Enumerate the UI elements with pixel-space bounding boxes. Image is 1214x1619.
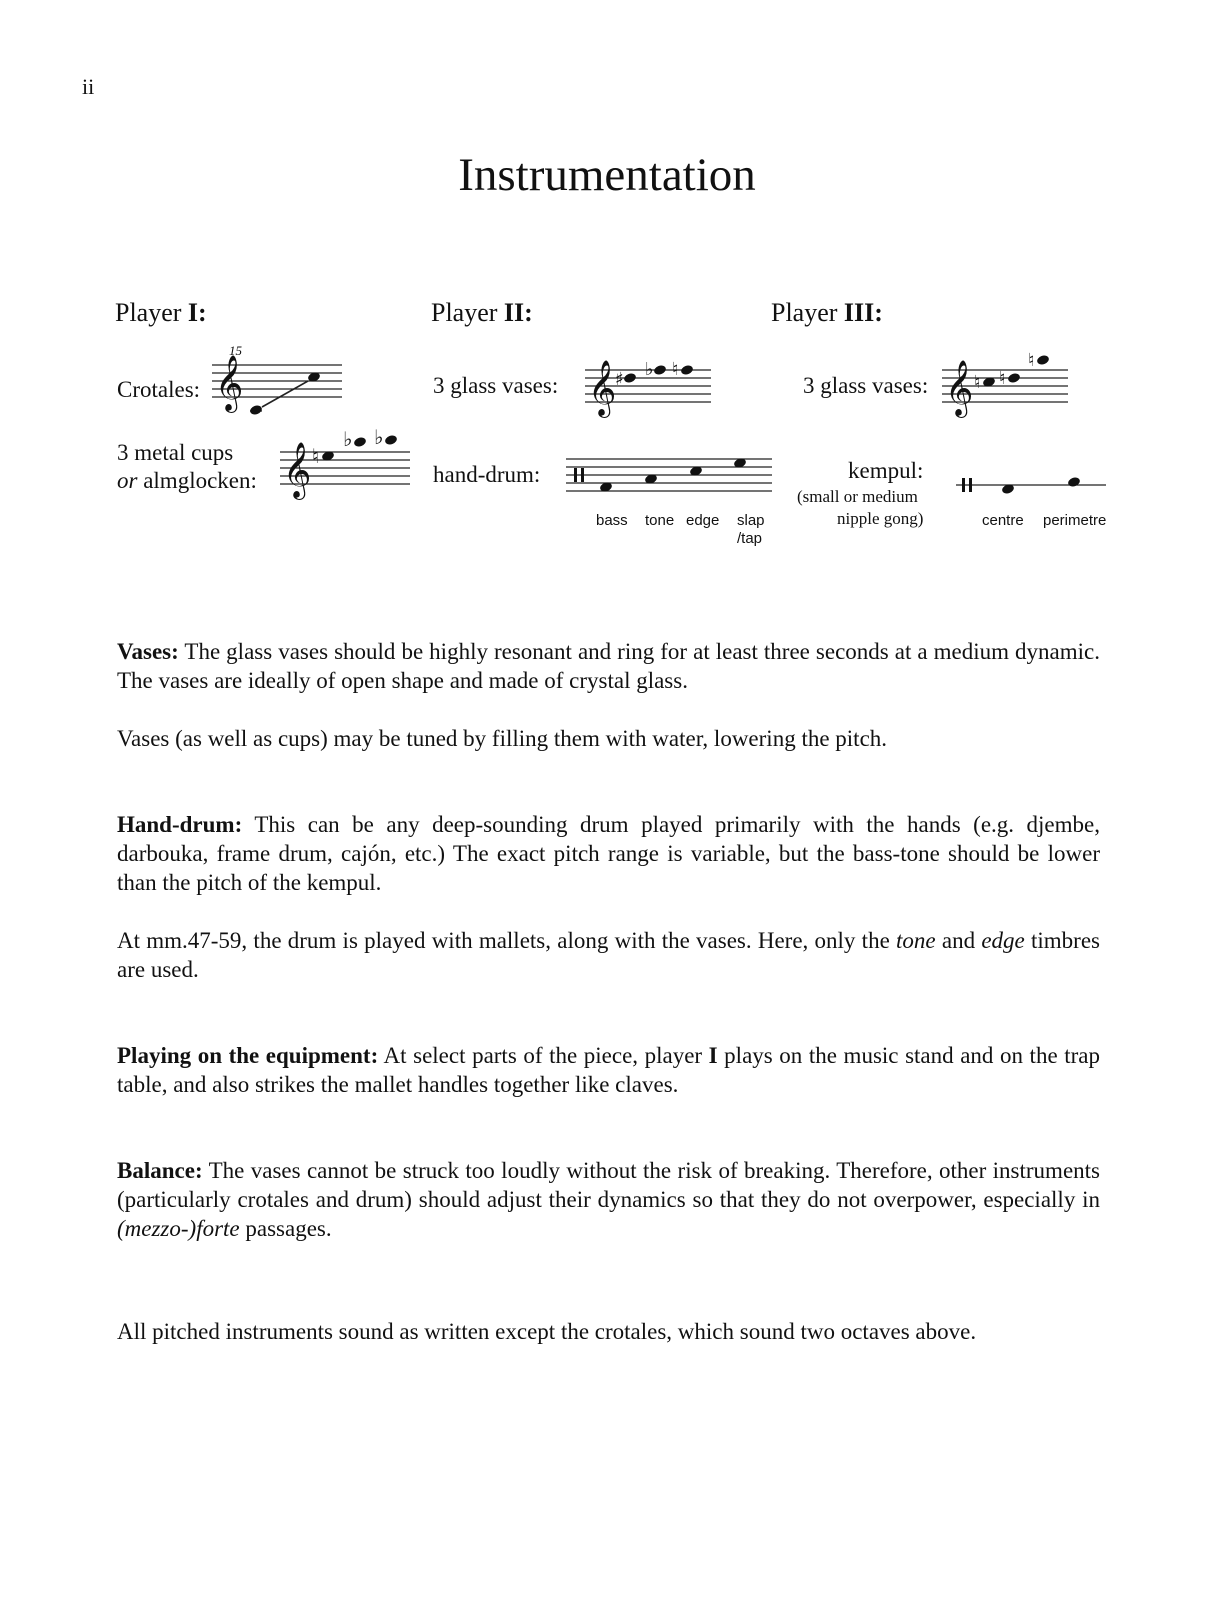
vases-tuning-paragraph: Vases (as well as cups) may be tuned by filling them with water, lowering the pitch.	[117, 726, 888, 751]
timbre-tone: tone	[645, 512, 675, 529]
p3-vases-label: 3 glass vases:	[803, 373, 929, 398]
svg-text:𝄞: 𝄞	[215, 355, 244, 411]
timbre-edge: edge	[686, 512, 720, 529]
timbre-bass: bass	[596, 512, 628, 529]
hand-drum-label: hand-drum:	[433, 462, 541, 487]
p2-vases-staff	[585, 350, 717, 430]
svg-text:♭: ♭	[374, 425, 384, 449]
p3-vases-staff	[942, 350, 1074, 430]
pitch-note-paragraph: All pitched instruments sound as written except the crotales, which sound two octaves above.	[117, 1319, 977, 1344]
svg-text:♮: ♮	[672, 359, 679, 380]
metal-cups-label: 3 metal cups	[117, 440, 234, 465]
svg-text:♭: ♭	[343, 427, 353, 451]
svg-text:𝄞: 𝄞	[588, 360, 617, 416]
kempul-label: kempul:	[848, 458, 924, 483]
metal-cups-staff	[280, 425, 412, 512]
crotales-staff	[212, 345, 344, 425]
player-1-heading: Player I:	[115, 298, 207, 327]
timbre-centre: centre	[982, 512, 1024, 529]
kempul-staff	[956, 470, 1108, 500]
vases-paragraph: Vases: The glass vases should be highly resonant and ring for at least three seconds at a medium dynamic. The vases are ideally of open shape and made of crystal glass.	[117, 639, 1100, 693]
balance-paragraph: Balance: The vases cannot be struck too loudly without the risk of breaking. Therefore, other instruments (particularly crotales and drum) should adjust their dynamics so that they do not overpower, especially in (mezzo-)forte passages.	[117, 1158, 1100, 1241]
timbre-tap: /tap	[737, 530, 763, 547]
timbre-perimetre: perimetre	[1043, 512, 1107, 529]
svg-text:♭: ♭	[645, 359, 654, 380]
timbre-slap: slap	[737, 512, 765, 529]
kempul-desc-1: (small or medium	[797, 487, 918, 506]
octave-mark: 15	[229, 343, 242, 358]
svg-text:𝄞: 𝄞	[283, 442, 312, 498]
equipment-paragraph: Playing on the equipment: At select parts of the piece, player I plays on the music stand and on the trap table, and also strikes the mallet handles together like claves.	[117, 1043, 1100, 1097]
player-3-heading: Player III:	[771, 298, 883, 327]
svg-text:♮: ♮	[974, 372, 981, 393]
p2-vases-label: 3 glass vases:	[433, 373, 559, 398]
svg-text:♮: ♮	[1028, 350, 1035, 371]
svg-text:♮: ♮	[312, 444, 320, 468]
crotales-label: Crotales:	[117, 377, 201, 402]
metal-cups-label-2: or almglocken:	[117, 468, 257, 493]
svg-text:♯: ♯	[615, 369, 624, 390]
kempul-desc-2: nipple gong)	[837, 509, 924, 528]
svg-text:♮: ♮	[999, 368, 1006, 389]
page-number: ii	[82, 74, 95, 99]
hand-drum-paragraph: Hand-drum: This can be any deep-sounding drum played primarily with the hands (e.g. djembe, darbouka, frame drum, cajón, etc.) The exact pitch range is variable, but the bass-tone should be lower than the pitch of the kempul.	[117, 812, 1100, 895]
svg-text:𝄞: 𝄞	[945, 360, 974, 416]
page-title: Instrumentation	[458, 149, 756, 201]
hand-drum-staff	[566, 455, 776, 505]
mallets-paragraph: At mm.47-59, the drum is played with mallets, along with the vases. Here, only the tone and edge timbres are used.	[117, 928, 1100, 982]
player-2-heading: Player II:	[431, 298, 533, 327]
